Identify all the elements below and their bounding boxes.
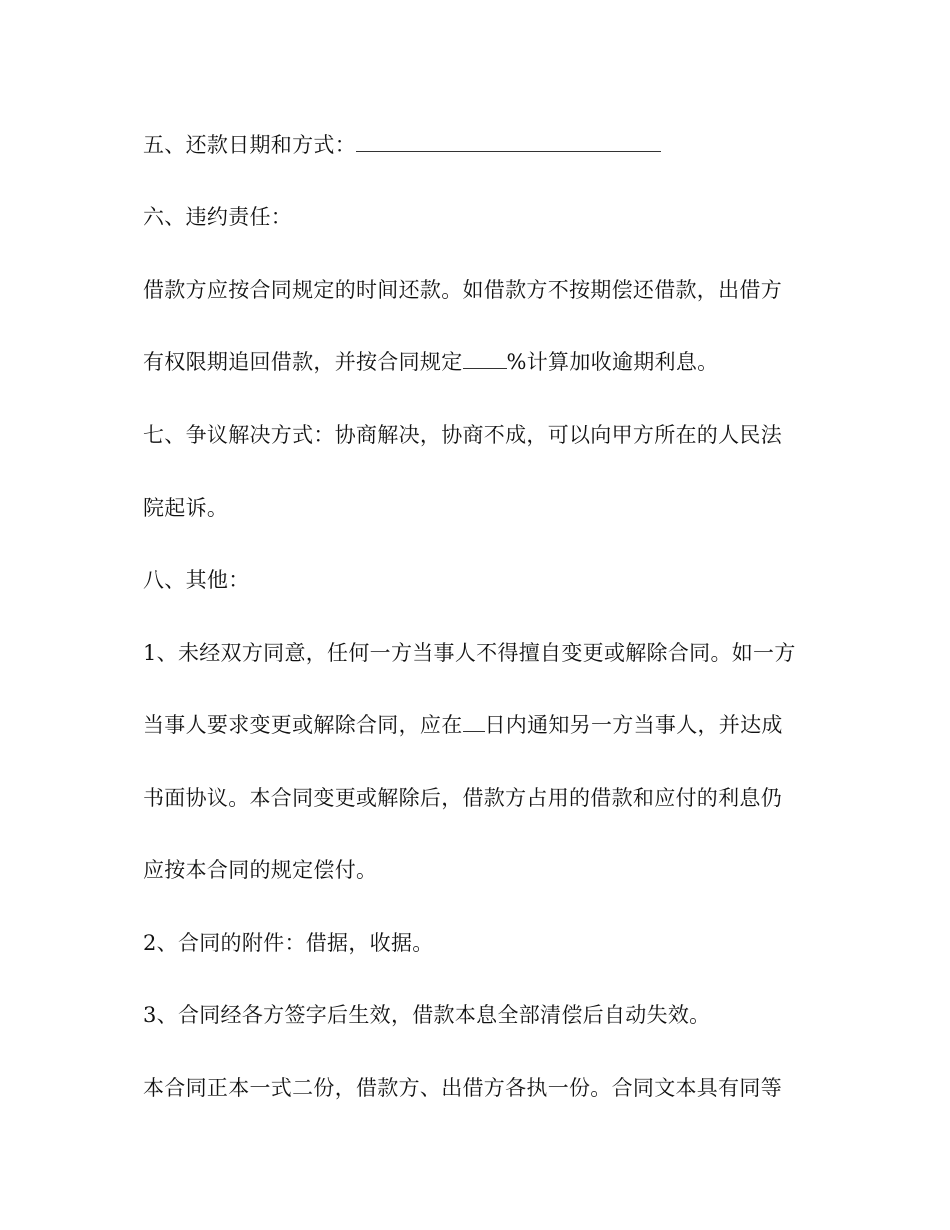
clause-5-label: 五、还款日期和方式： [143, 133, 356, 157]
clause-6-line-2-before: 有权限期追回借款，并按合同规定 [143, 350, 463, 374]
clause-8-heading: 八、其他： [143, 568, 250, 592]
clause-6-text-line-2 [143, 349, 718, 375]
item-1-line-2 [143, 712, 783, 738]
clause-5-repayment [143, 132, 661, 158]
item-3: 3、合同经各方签字后生效，借款本息全部清偿后自动失效。 [143, 1003, 711, 1027]
notice-days-blank [463, 713, 485, 732]
item-2: 2、合同的附件：借据，收据。 [143, 931, 434, 955]
item-1-line-2-after: 日内通知另一方当事人，并达成 [484, 713, 783, 737]
item-1-line-4: 应按本合同的规定偿付。 [143, 858, 378, 882]
item-1-line-2-before: 当事人要求变更或解除合同，应在 [143, 713, 463, 737]
clause-6-text-line-1: 借款方应按合同规定的时间还款。如借款方不按期偿还借款，出借方 [143, 278, 782, 302]
item-1-line-1: 1、未经双方同意，任何一方当事人不得擅自变更或解除合同。如一方 [143, 641, 796, 665]
interest-rate-blank [463, 350, 507, 369]
clause-6-line-2-after: %计算加收逾期利息。 [506, 350, 719, 374]
clause-7-line-1: 七、争议解决方式：协商解决，协商不成，可以向甲方所在的人民法 [143, 423, 782, 447]
clause-7-line-2: 院起诉。 [143, 496, 229, 520]
clause-6-heading: 六、违约责任： [143, 205, 293, 229]
repayment-blank [356, 133, 661, 152]
closing-paragraph-line-1: 本合同正本一式二份，借款方、出借方各执一份。合同文本具有同等 [143, 1076, 782, 1100]
item-1-line-3: 书面协议。本合同变更或解除后，借款方占用的借款和应付的利息仍 [143, 786, 782, 810]
